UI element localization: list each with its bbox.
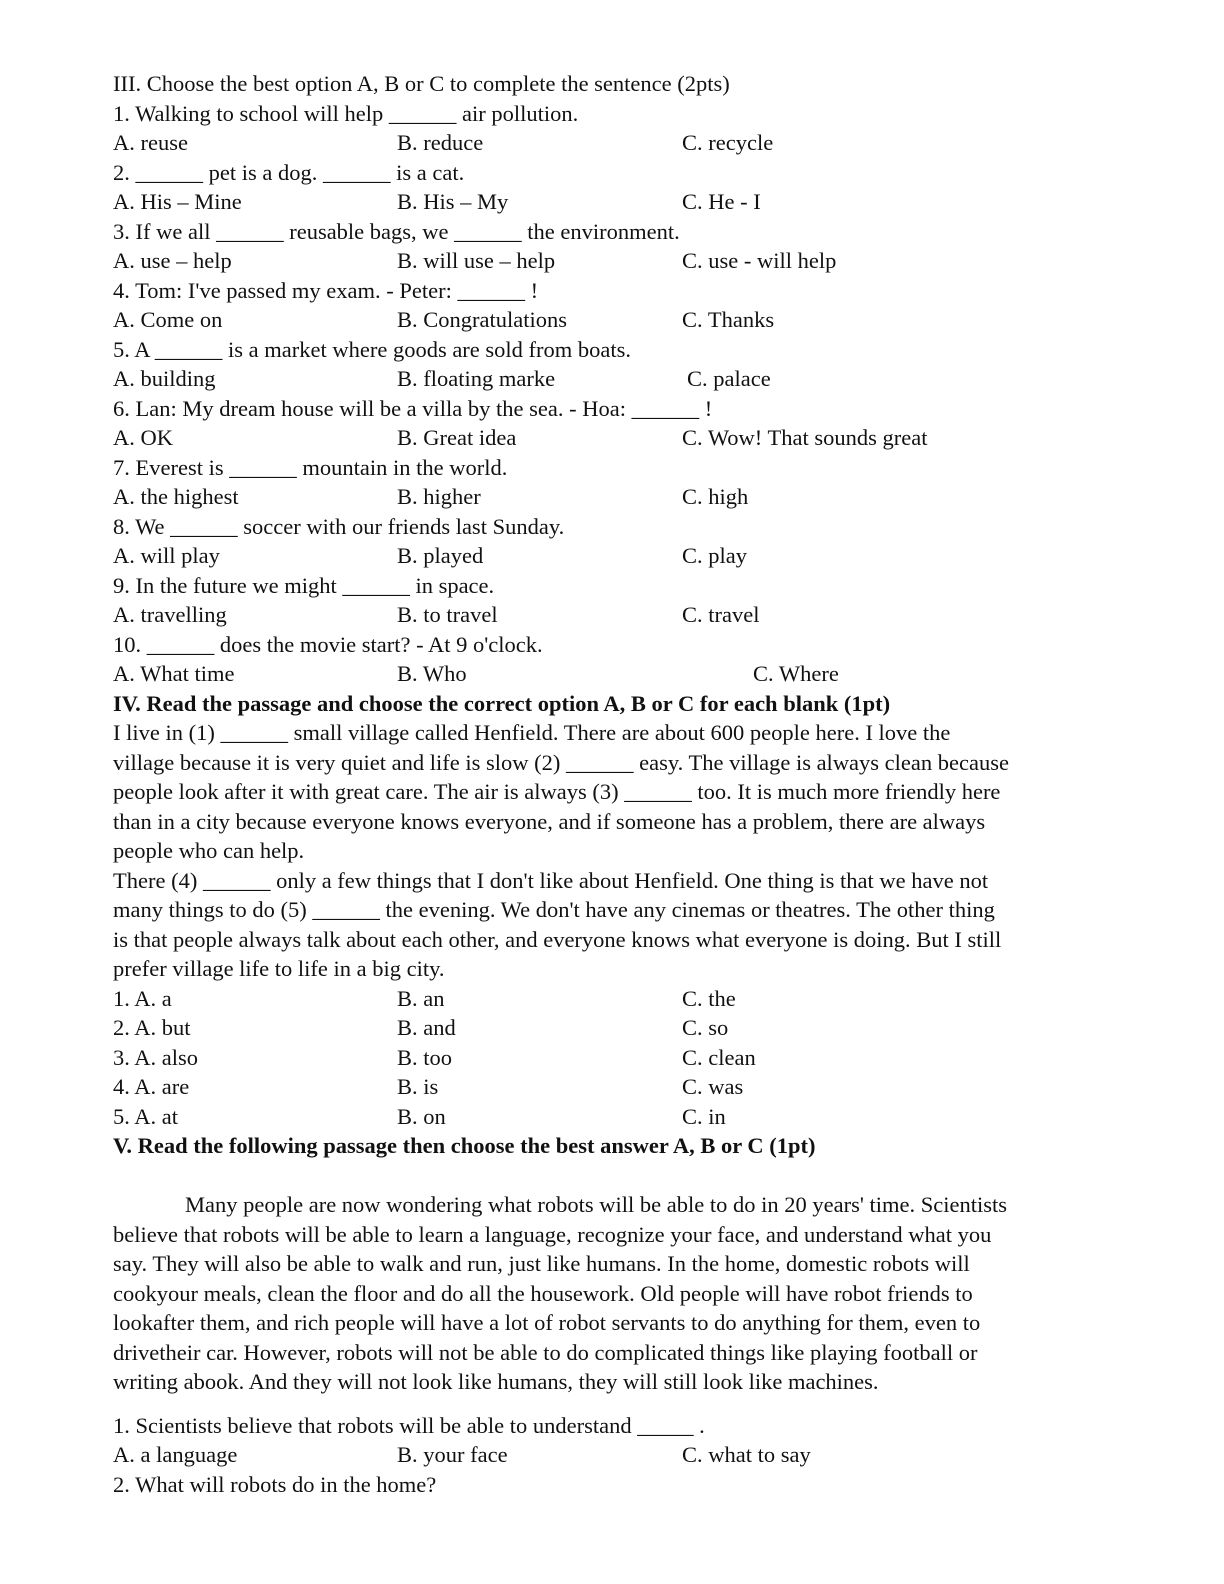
answer-options-row bbox=[113, 1440, 1073, 1470]
answer-options-row bbox=[113, 1043, 1073, 1073]
option-c: C. Thanks bbox=[682, 307, 775, 332]
passage-line: I live in (1) ______ small village called Henfield. There are about 600 people here. I love the bbox=[113, 720, 951, 745]
option-a: A. building bbox=[113, 366, 216, 391]
passage-line: than in a city because everyone knows everyone, and if someone has a problem, there are always bbox=[113, 808, 986, 834]
answer-options-row bbox=[113, 246, 1073, 276]
answer-options-row bbox=[113, 187, 1073, 217]
answer-options-row bbox=[113, 305, 1073, 335]
answer-options-row bbox=[113, 128, 1073, 158]
answer-options-row bbox=[113, 423, 1073, 453]
option-c: C. palace bbox=[687, 366, 771, 391]
section-4-options bbox=[113, 984, 1073, 1132]
option-b: B. reduce bbox=[397, 130, 484, 155]
option-b: B. and bbox=[397, 1015, 456, 1040]
answer-options-row bbox=[113, 659, 1073, 689]
option-b: B. to travel bbox=[397, 602, 498, 627]
option-a: 4. A. are bbox=[113, 1074, 190, 1099]
worksheet-page bbox=[113, 69, 1073, 1499]
answer-options-row bbox=[113, 1013, 1073, 1043]
option-b: B. will use – help bbox=[397, 248, 556, 273]
option-c: C. what to say bbox=[682, 1442, 811, 1467]
passage-line: village because it is very quiet and life is slow (2) ______ easy. The village is always clean because bbox=[113, 749, 1009, 775]
question-stem: 3. If we all ______ reusable bags, we ______ the environment. bbox=[113, 218, 680, 244]
answer-options-row bbox=[113, 541, 1073, 571]
option-c: C. use - will help bbox=[682, 248, 837, 273]
passage-line: drivetheir car. However, robots will not be able to do complicated things like playing football or bbox=[113, 1339, 978, 1365]
option-c: C. Where bbox=[753, 661, 839, 686]
option-a: A. Come on bbox=[113, 307, 223, 332]
answer-options-row bbox=[113, 600, 1073, 630]
passage-line: Many people are now wondering what robots will be able to do in 20 years' time. Scientists bbox=[185, 1192, 1008, 1217]
question-stem: 2. What will robots do in the home? bbox=[113, 1471, 437, 1497]
question-stem: 10. ______ does the movie start? - At 9 o'clock. bbox=[113, 631, 543, 657]
passage-line: believe that robots will be able to learn a language, recognize your face, and understand what you bbox=[113, 1221, 992, 1247]
option-b: B. played bbox=[397, 543, 484, 568]
option-c: C. recycle bbox=[682, 130, 774, 155]
answer-options-row bbox=[113, 482, 1073, 512]
option-c: C. was bbox=[682, 1074, 744, 1099]
option-b: B. Great idea bbox=[397, 425, 517, 450]
option-a: 1. A. a bbox=[113, 985, 172, 1011]
passage-line: cookyour meals, clean the floor and do all the housework. Old people will have robot friends to bbox=[113, 1280, 973, 1306]
option-a: A. travelling bbox=[113, 602, 227, 627]
option-b: B. is bbox=[397, 1074, 439, 1099]
question-stem: 6. Lan: My dream house will be a villa by the sea. - Hoa: ______ ! bbox=[113, 395, 713, 421]
option-c: C. travel bbox=[682, 602, 760, 627]
passage-line: say. They will also be able to walk and run, just like humans. In the home, domestic robots will bbox=[113, 1251, 970, 1276]
option-c: C. so bbox=[682, 1015, 729, 1040]
passage-line: prefer village life to life in a big city. bbox=[113, 956, 445, 981]
option-c: C. Wow! That sounds great bbox=[682, 425, 928, 450]
passage-line: people look after it with great care. The air is always (3) ______ too. It is much more friendly here bbox=[113, 779, 1001, 804]
option-b: B. your face bbox=[397, 1442, 508, 1467]
option-c: C. He - I bbox=[682, 189, 761, 214]
blank-spacer bbox=[113, 1161, 1073, 1191]
option-a: 3. A. also bbox=[113, 1044, 199, 1070]
question-stem: 1. Walking to school will help ______ air pollution. bbox=[113, 100, 579, 126]
option-a: A. the highest bbox=[113, 484, 239, 509]
option-b: B. an bbox=[397, 985, 445, 1011]
answer-options-row bbox=[113, 364, 1073, 394]
passage-line: is that people always talk about each other, and everyone knows what everyone is doing. But I still bbox=[113, 926, 1002, 952]
question-stem: 1. Scientists believe that robots will be able to understand _____ . bbox=[113, 1412, 705, 1438]
option-b: B. His – My bbox=[397, 189, 509, 214]
section-5-passage bbox=[113, 1190, 1073, 1397]
option-a: A. OK bbox=[113, 425, 173, 450]
section-5-title: V. Read the following passage then choose the best answer A, B or C (1pt) bbox=[113, 1133, 816, 1158]
section-3-questions bbox=[113, 99, 1073, 689]
option-b: B. Congratulations bbox=[397, 307, 567, 332]
question-stem: 9. In the future we might ______ in space. bbox=[113, 572, 495, 598]
passage-line: many things to do (5) ______ the evening. We don't have any cinemas or theatres. The other thing bbox=[113, 897, 995, 922]
option-b: B. Who bbox=[397, 661, 467, 686]
option-b: B. on bbox=[397, 1103, 446, 1129]
option-a: A. a language bbox=[113, 1442, 238, 1467]
section-4-title: IV. Read the passage and choose the correct option A, B or C for each blank (1pt) bbox=[113, 690, 891, 716]
option-c: C. in bbox=[682, 1103, 726, 1129]
option-a: A. use – help bbox=[113, 248, 232, 273]
passage-line: people who can help. bbox=[113, 838, 305, 863]
question-stem: 2. ______ pet is a dog. ______ is a cat. bbox=[113, 159, 465, 185]
section-4-passage bbox=[113, 718, 1073, 984]
passage-line: lookafter them, and rich people will have a lot of robot servants to do anything for them, even to bbox=[113, 1310, 981, 1335]
section-3-title: III. Choose the best option A, B or C to complete the sentence (2pts) bbox=[113, 71, 730, 96]
option-c: C. play bbox=[682, 543, 747, 568]
option-c: C. the bbox=[682, 985, 736, 1011]
passage-line: writing abook. And they will not look like humans, they will still look like machines. bbox=[113, 1369, 879, 1394]
passage-line: There (4) ______ only a few things that I don't like about Henfield. One thing is that we have not bbox=[113, 867, 989, 893]
option-a: A. What time bbox=[113, 661, 235, 686]
answer-options-row bbox=[113, 1072, 1073, 1102]
question-stem: 8. We ______ soccer with our friends last Sunday. bbox=[113, 513, 565, 539]
option-a: 5. A. at bbox=[113, 1103, 178, 1129]
question-stem: 7. Everest is ______ mountain in the world. bbox=[113, 454, 508, 480]
option-c: C. high bbox=[682, 484, 749, 509]
option-a: A. will play bbox=[113, 543, 220, 568]
answer-options-row bbox=[113, 984, 1073, 1014]
blank-spacer bbox=[113, 1397, 1073, 1411]
question-stem: 4. Tom: I've passed my exam. - Peter: ______ ! bbox=[113, 277, 539, 303]
option-a: A. His – Mine bbox=[113, 189, 242, 214]
option-a: 2. A. but bbox=[113, 1015, 191, 1040]
question-stem: 5. A ______ is a market where goods are sold from boats. bbox=[113, 336, 632, 362]
option-a: A. reuse bbox=[113, 130, 188, 155]
option-b: B. floating marke bbox=[397, 366, 556, 391]
option-b: B. too bbox=[397, 1044, 453, 1070]
option-c: C. clean bbox=[682, 1044, 756, 1070]
answer-options-row bbox=[113, 1102, 1073, 1132]
option-b: B. higher bbox=[397, 484, 481, 509]
